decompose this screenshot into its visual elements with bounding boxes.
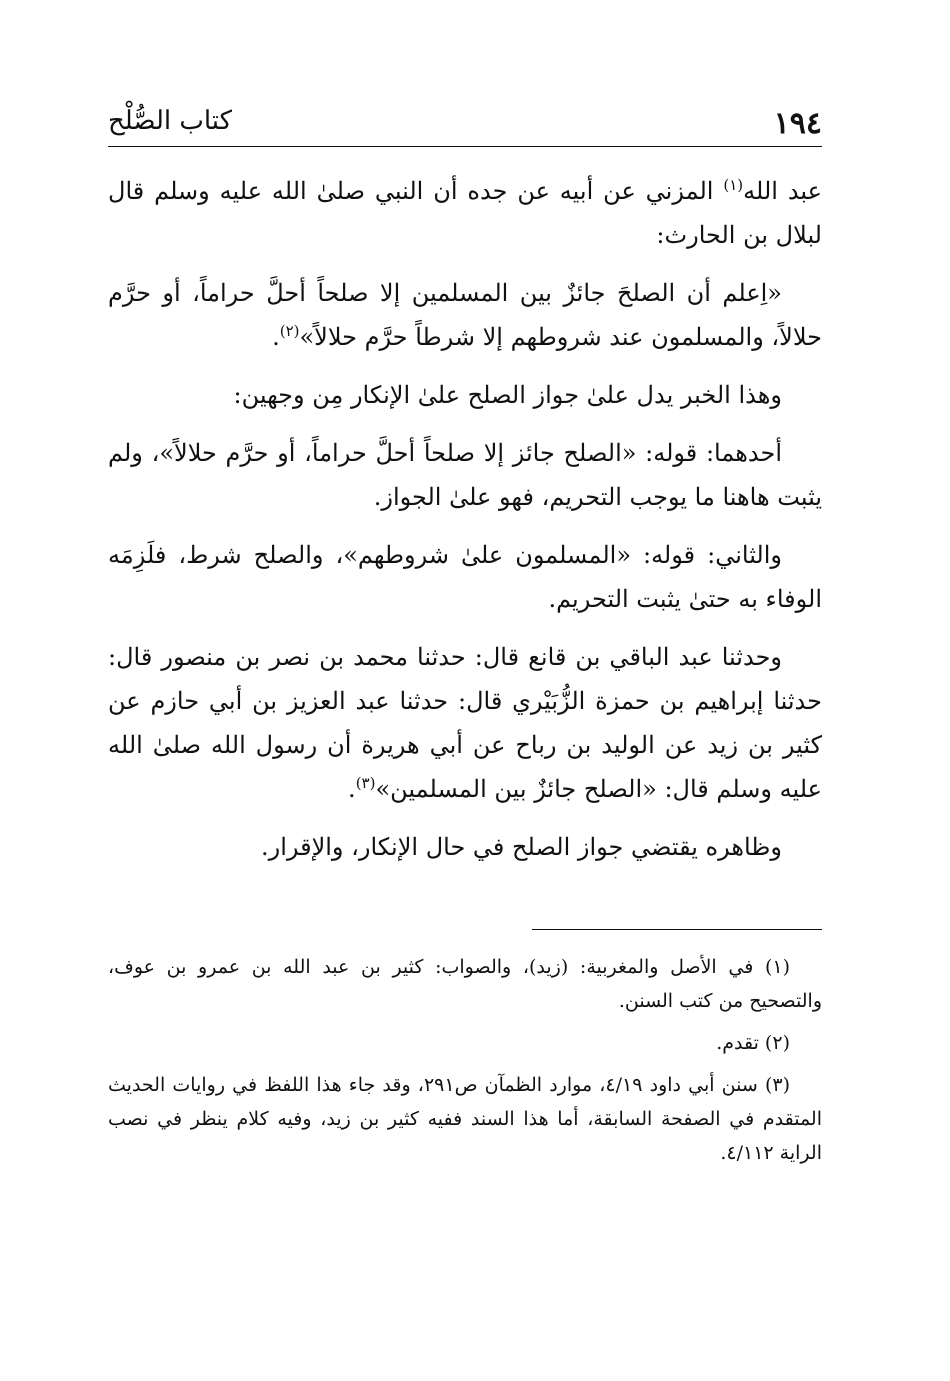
paragraph-1-text-a: عبد الله xyxy=(743,177,822,205)
paragraph-2-text-a: «اِعلم أن الصلحَ جائزٌ بين المسلمين إلا صلحاً أحلَّ حراماً، أو حرَّم حلالاً، والمسلمون عند شروطهم إلا شرطاً حرَّم حلالاً» xyxy=(108,279,822,351)
paragraph-1 xyxy=(108,169,822,257)
footnote-ref-2: (٢) xyxy=(279,322,300,340)
book-page xyxy=(108,100,822,1178)
paragraph-6-text-a: وحدثنا عبد الباقي بن قانع قال: حدثنا محمد بن نصر بن منصور قال: حدثنا إبراهيم بن حمزة الزُّبَيْري قال: حدثنا عبد العزيز بن أبي حازم عن كثير بن زيد عن الوليد بن رباح عن أبي هريرة أن رسول الله صلىٰ الله عليه وسلم قال: «الصلح جائزٌ بين المسلمين» xyxy=(108,643,822,803)
paragraph-4: أحدهما: قوله: «الصلح جائز إلا صلحاً أحلَّ حراماً، أو حرَّم حلالاً»، ولم يثبت هاهنا ما يوجب التحريم، فهو علىٰ الجواز. xyxy=(108,439,822,511)
footnote-1: (١) في الأصل والمغربية: (زيد)، والصواب: كثير بن عبد الله بن عمرو بن عوف، والتصحيح من كتب السنن. xyxy=(108,956,822,1012)
paragraph-1-text-b: المزني عن أبيه عن جده أن النبي صلىٰ الله عليه وسلم قال لبلال بن الحارث: xyxy=(108,177,822,249)
page-number: ١٩٤ xyxy=(773,106,822,141)
paragraph-3: وهذا الخبر يدل علىٰ جواز الصلح علىٰ الإنكار مِن وجهين: xyxy=(233,381,782,409)
paragraph-2-hadith xyxy=(108,271,822,359)
paragraph-6-isnad xyxy=(108,635,822,811)
footnote-ref-1: (١) xyxy=(723,176,744,194)
footnote-2: (٢) تقدم. xyxy=(716,1032,790,1054)
footnotes xyxy=(108,950,822,1170)
paragraph-2-text-b: . xyxy=(272,323,280,351)
footnote-ref-3: (٣) xyxy=(355,774,376,792)
footnote-3: (٣) سنن أبي داود ٤/١٩، موارد الظمآن ص٢٩١، وقد جاء هذا اللفظ في روايات الحديث المتقدم في الصفحة السابقة، أما هذا السند ففيه كثير بن زيد، وفيه كلام ينظر في نصب الراية ٤/١١٢. xyxy=(108,1074,823,1164)
chapter-title: كتاب الصُّلْح xyxy=(108,106,232,136)
footnote-separator xyxy=(532,929,822,930)
main-text xyxy=(108,169,822,869)
paragraph-6-text-b: . xyxy=(348,775,356,803)
running-header xyxy=(108,100,822,147)
paragraph-7: وظاهره يقتضي جواز الصلح في حال الإنكار، والإقرار. xyxy=(260,833,782,861)
paragraph-5: والثاني: قوله: «المسلمون علىٰ شروطهم»، والصلح شرط، فلَزِمَه الوفاء به حتىٰ يثبت التحريم. xyxy=(108,541,822,613)
